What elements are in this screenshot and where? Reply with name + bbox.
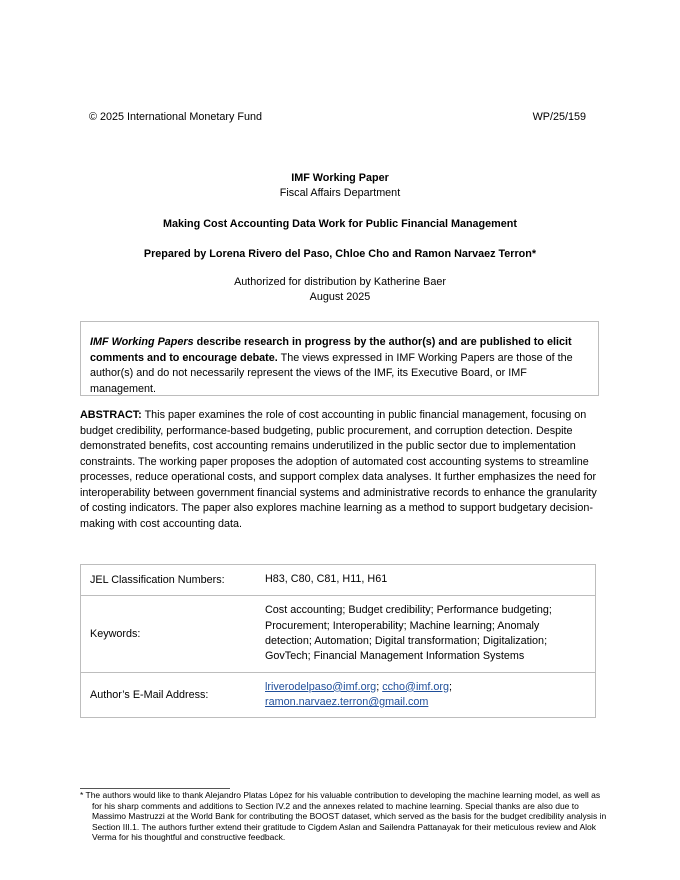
author-line: Prepared by Lorena Rivero del Paso, Chloe Cho and Ramon Narvaez Terron*: [143, 248, 537, 260]
department-name: Fiscal Affairs Department: [279, 187, 401, 199]
abstract: [80, 408, 600, 532]
paper-number: WP/25/159: [532, 111, 586, 123]
abstract-text: This paper examines the role of cost accounting in public financial management, focusing on budget credibility, performance-based budgeting, public procurement, and corruption detection. Despite demonstrated benefits, cost accounting remains underutilized in the public sector due to implementation constraints. The working paper proposes the adoption of automated cost accounting systems to streamline processes, reduce operational costs, and support complex data analyses. It further emphasizes the need for interoperability between government financial systems and administrative records to enhance the granularity of costing indicators. The paper also explores machine learning as a method to support budgetary decision-making with cost accounting data.: [80, 409, 597, 530]
keywords-row: [81, 596, 596, 673]
disclaimer-box: [80, 321, 599, 396]
email-link-cho[interactable]: ccho@imf.org: [382, 680, 449, 693]
jel-row: [81, 565, 596, 596]
authorized-by: Authorized for distribution by Katherine Baer: [234, 276, 446, 288]
acknowledgement-footnote: * The authors would like to thank Alejandro Platas López for his valuable contribution to developing the machine learning model, as well as for his sharp comments and additions to Section IV.2 and the annexes related to machine learning. Special thanks are also due to Massimo Mastruzzi at the World Bank for contributing the BOOST dataset, which served as the basis for the budget credibility analysis in Section III.1. The authors further extend their gratitude to Cigdem Aslan and Sailendra Pattanayak for their meticulous review and Alok Verma for his thoughtful and constructive feedback.: [80, 790, 607, 843]
series-title: IMF Working Paper: [291, 172, 389, 184]
email-row: [81, 673, 596, 718]
jel-label: JEL Classification Numbers:: [81, 565, 266, 596]
email-separator: ;: [376, 680, 383, 693]
disclaimer-text: The views expressed in IMF Working Papers are those of the author(s) and do not necessarily represent the views of the IMF, its Executive Board, or IMF management.: [90, 351, 573, 395]
email-link-narvaez[interactable]: ramon.narvaez.terron@gmail.com: [265, 696, 429, 708]
disclaimer-lead: IMF Working Papers: [90, 336, 194, 348]
disclaimer-bold: describe research in progress by the author(s) and are published to elicit comments and to encourage debate.: [90, 336, 572, 364]
email-separator: ;: [448, 680, 452, 693]
keywords-value: Cost accounting; Budget credibility; Performance budgeting; Procurement; Interoperability; Machine learning; Anomaly detection; Automation; Digital transformation; Digitalization; GovTech; Financial Management Information Systems: [265, 596, 596, 673]
email-link-rivero[interactable]: lriverodelpaso@imf.org: [265, 680, 377, 693]
metadata-table: [80, 564, 596, 718]
keywords-label: Keywords:: [81, 596, 266, 673]
email-label: Author’s E-Mail Address:: [81, 673, 266, 718]
jel-value: H83, C80, C81, H11, H61: [265, 565, 596, 596]
footnote-divider: [80, 788, 230, 789]
paper-title: Making Cost Accounting Data Work for Public Financial Management: [163, 218, 517, 230]
email-value: [265, 673, 596, 718]
abstract-label: ABSTRACT:: [80, 409, 142, 421]
copyright-notice: © 2025 International Monetary Fund: [89, 111, 263, 123]
publication-date: August 2025: [309, 291, 371, 303]
